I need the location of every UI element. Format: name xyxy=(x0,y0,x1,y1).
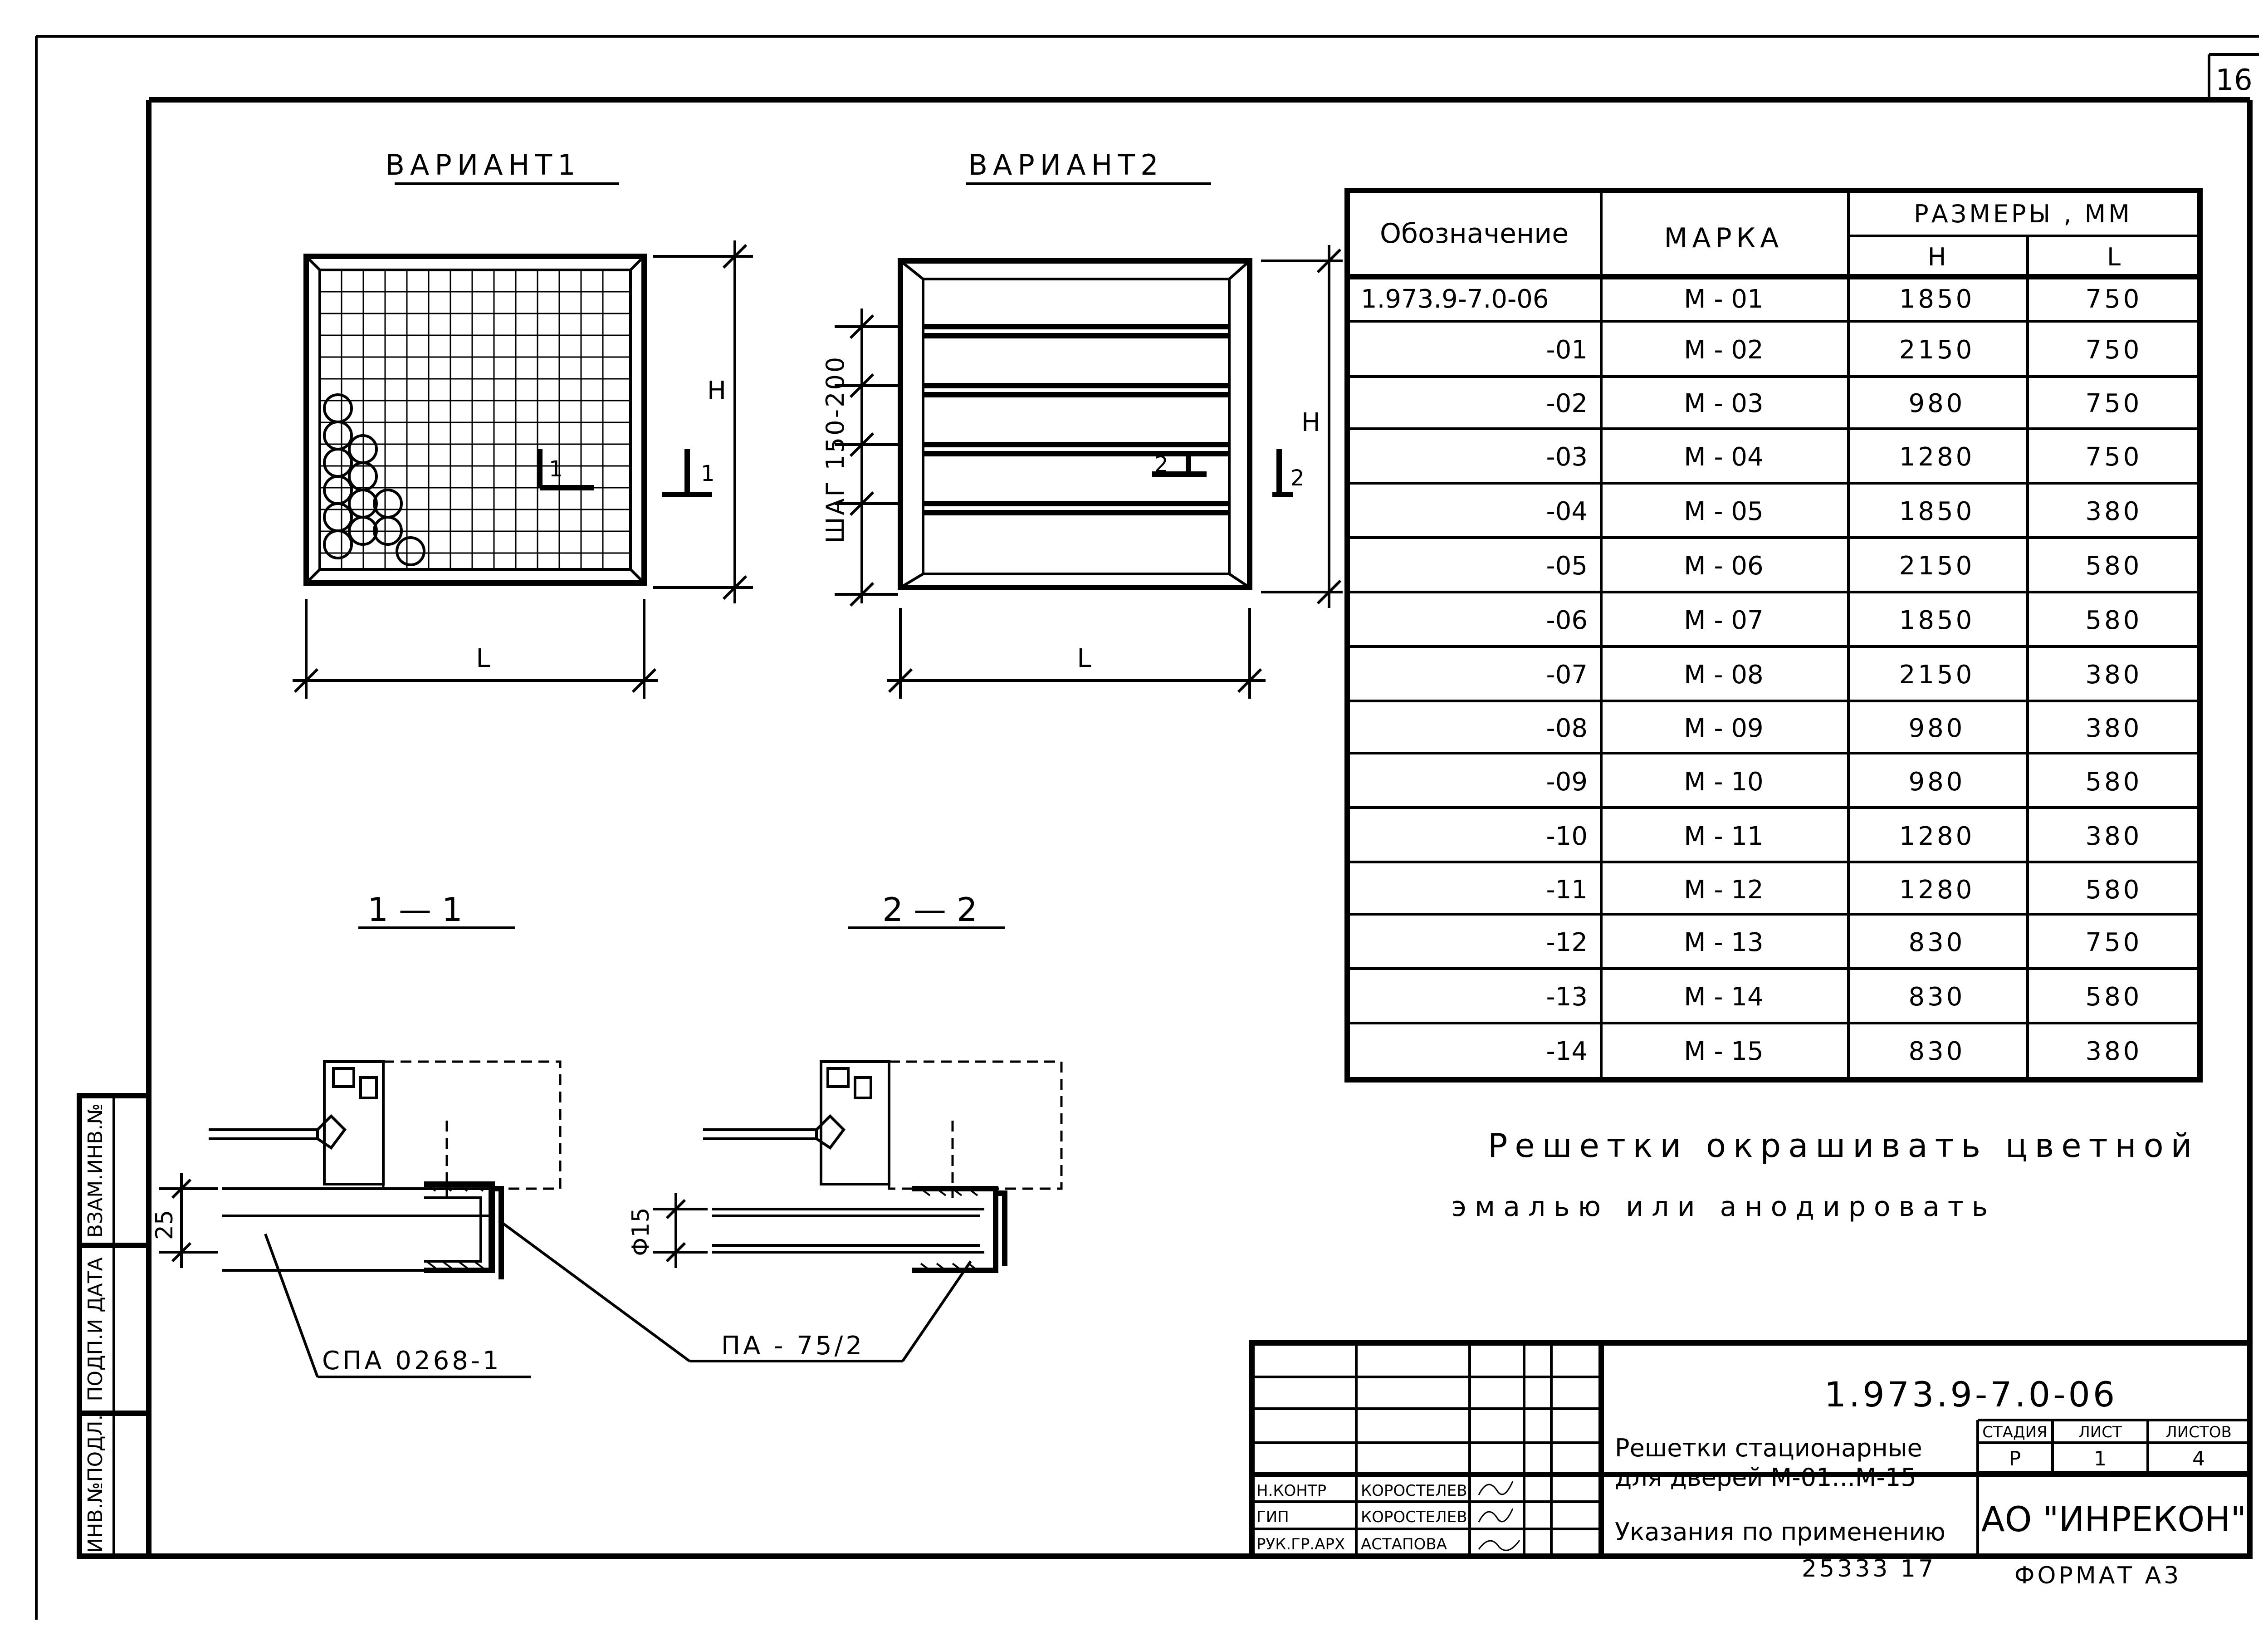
company-name: АО "ИНРЕКОН" xyxy=(1981,1499,2247,1539)
row-l: 750 xyxy=(2085,284,2142,314)
row-mark: М - 05 xyxy=(1684,497,1764,526)
row-designation: -01 xyxy=(1546,335,1588,365)
variant-2-section-marker xyxy=(1272,449,1305,495)
header-h: H xyxy=(1927,243,1946,271)
row-designation: -03 xyxy=(1546,442,1588,472)
sheets-header: ЛИСТОВ xyxy=(2165,1423,2232,1441)
page-number: 16 xyxy=(2215,64,2253,97)
signature-mark xyxy=(1479,1540,1520,1550)
variant-2-view xyxy=(821,148,1343,699)
row-h: 1850 xyxy=(1899,606,1975,635)
side-stamp-vzam-inv: ВЗАМ.ИНВ.№ xyxy=(84,1103,107,1238)
row-mark: М - 01 xyxy=(1684,284,1764,314)
variant-1-pattern-detail xyxy=(324,395,424,565)
person-name: АСТАПОВА xyxy=(1361,1535,1447,1553)
table-row xyxy=(1546,982,2142,1012)
row-l: 380 xyxy=(2085,497,2142,526)
row-h: 1850 xyxy=(1899,497,1975,526)
row-mark: М - 07 xyxy=(1684,606,1764,635)
table-row xyxy=(1546,822,2142,851)
row-designation: -07 xyxy=(1546,660,1588,690)
row-l: 750 xyxy=(2085,335,2142,365)
header-l: L xyxy=(2107,243,2121,271)
variant-1-height-dim xyxy=(653,240,753,603)
row-mark: М - 03 xyxy=(1684,389,1764,418)
row-mark: М - 04 xyxy=(1684,442,1764,472)
side-stamp-podp-data: ПОДП.И ДАТА xyxy=(84,1257,107,1401)
variant-1-cut-label: 1 xyxy=(549,456,563,482)
table-row xyxy=(1546,389,2142,418)
role-label: ГИП xyxy=(1256,1508,1289,1526)
table-row xyxy=(1546,551,2142,581)
note-line-1: Решетки окрашивать цветной xyxy=(1488,1127,2200,1165)
row-h: 830 xyxy=(1908,928,1965,957)
variant-2-title: ВАРИАНТ2 xyxy=(968,148,1164,181)
format-label: ФОРМАТ А3 xyxy=(2014,1562,2182,1589)
variant-2-dim-l: L xyxy=(1077,644,1091,673)
signature-mark xyxy=(1479,1509,1513,1522)
signature-row xyxy=(1256,1535,1520,1553)
row-mark: М - 11 xyxy=(1684,822,1764,851)
row-h: 1280 xyxy=(1899,442,1975,472)
table-row xyxy=(1546,660,2142,690)
svg-text:2: 2 xyxy=(1154,452,1168,477)
variant-2-slats xyxy=(923,327,1229,513)
note-line-2: эмалью или анодировать xyxy=(1452,1191,1996,1223)
row-l: 750 xyxy=(2085,389,2142,418)
role-label: РУК.ГР.АРХ xyxy=(1256,1535,1345,1553)
row-mark: М - 06 xyxy=(1684,551,1764,581)
row-l: 580 xyxy=(2085,551,2142,581)
row-l: 750 xyxy=(2085,928,2142,957)
row-h: 980 xyxy=(1908,389,1965,418)
row-l: 580 xyxy=(2085,875,2142,905)
row-designation: -04 xyxy=(1546,497,1588,526)
row-l: 380 xyxy=(2085,660,2142,690)
person-name: КОРОСТЕЛЕВ xyxy=(1361,1482,1467,1500)
row-designation: -12 xyxy=(1546,928,1588,957)
header-mark: МАРКА xyxy=(1664,222,1784,254)
side-stamp xyxy=(79,1096,149,1556)
variant-1-section-marker xyxy=(662,449,715,495)
row-h: 2150 xyxy=(1899,551,1975,581)
row-h: 980 xyxy=(1908,767,1965,797)
table-row xyxy=(1546,606,2142,635)
role-label: Н.КОНТР xyxy=(1256,1482,1327,1500)
row-h: 2150 xyxy=(1899,335,1975,365)
variant-1-cut-marker xyxy=(540,449,594,488)
row-designation: -05 xyxy=(1546,551,1588,581)
row-h: 2150 xyxy=(1899,660,1975,690)
variant-2-dim-h: H xyxy=(1301,408,1321,437)
callout-spa: СПА 0268-1 xyxy=(322,1346,502,1376)
drawing-code: 1.973.9-7.0-06 xyxy=(1824,1374,2118,1415)
signature-mark xyxy=(1479,1481,1513,1495)
row-designation: -08 xyxy=(1546,714,1588,743)
row-mark: М - 10 xyxy=(1684,767,1764,797)
table-row xyxy=(1546,928,2142,957)
title-block xyxy=(1252,1343,2250,1556)
variant-2-width-dim xyxy=(887,608,1266,699)
sheet-value: 1 xyxy=(2094,1447,2107,1470)
row-l: 380 xyxy=(2085,822,2142,851)
row-mark: М - 09 xyxy=(1684,714,1764,743)
person-name: КОРОСТЕЛЕВ xyxy=(1361,1508,1467,1526)
callout-pa: ПА - 75/2 xyxy=(721,1331,865,1361)
variant-1-mesh xyxy=(320,270,631,569)
row-h: 830 xyxy=(1908,1037,1965,1066)
table-row xyxy=(1546,875,2142,905)
row-mark: М - 08 xyxy=(1684,660,1764,690)
row-l: 750 xyxy=(2085,442,2142,472)
variant-2-pitch-label: ШАГ 150-200 xyxy=(821,355,850,544)
header-designation: Обозначение xyxy=(1379,218,1569,250)
stage-header: СТАДИЯ xyxy=(1982,1423,2048,1441)
table-row xyxy=(1361,284,2142,314)
row-l: 580 xyxy=(2085,767,2142,797)
variant-1-view xyxy=(293,148,753,699)
row-h: 1280 xyxy=(1899,822,1975,851)
section-1-title: 1 — 1 xyxy=(367,891,463,929)
title-line-1: Решетки стационарные xyxy=(1615,1434,1922,1462)
row-designation: -13 xyxy=(1546,982,1588,1012)
archive-number: 25333 17 xyxy=(1801,1555,1936,1582)
dim-phi15-label: Φ15 xyxy=(627,1207,655,1256)
row-designation: -06 xyxy=(1546,606,1588,635)
variant-1-width-dim xyxy=(293,599,658,699)
table-row xyxy=(1546,497,2142,526)
section-1-dim-25 xyxy=(151,1173,218,1268)
row-designation: -11 xyxy=(1546,875,1588,905)
row-designation: -14 xyxy=(1546,1037,1588,1066)
table-row xyxy=(1546,767,2142,797)
section-2-dim-phi15 xyxy=(627,1193,708,1268)
row-designation: -09 xyxy=(1546,767,1588,797)
row-mark: М - 12 xyxy=(1684,875,1764,905)
svg-text:2: 2 xyxy=(1290,465,1305,491)
sheets-value: 4 xyxy=(2192,1447,2205,1470)
row-h: 830 xyxy=(1908,982,1965,1012)
variant-1-dim-h: H xyxy=(707,376,727,406)
header-sizes: РАЗМЕРЫ , ММ xyxy=(1914,200,2132,228)
table-row xyxy=(1546,1037,2142,1066)
row-h: 980 xyxy=(1908,714,1965,743)
row-designation: -02 xyxy=(1546,389,1588,418)
table-row xyxy=(1546,335,2142,365)
variant-1-title: ВАРИАНТ1 xyxy=(385,148,581,181)
row-l: 580 xyxy=(2085,982,2142,1012)
row-designation: -10 xyxy=(1546,822,1588,851)
row-designation: 1.973.9-7.0-06 xyxy=(1361,284,1549,314)
row-h: 1850 xyxy=(1899,284,1975,314)
table-row xyxy=(1546,714,2142,743)
table-row xyxy=(1546,442,2142,472)
sheet-header: ЛИСТ xyxy=(2078,1423,2122,1441)
svg-text:1: 1 xyxy=(701,461,715,486)
variant-2-pitch-dim xyxy=(821,309,898,606)
finish-note xyxy=(1452,1127,2199,1223)
spec-table xyxy=(1347,191,2200,1080)
title-line-2: для дверей М-01...М-15 xyxy=(1615,1463,1916,1492)
signature-row xyxy=(1256,1481,1513,1500)
row-mark: М - 02 xyxy=(1684,335,1764,365)
row-l: 380 xyxy=(2085,1037,2142,1066)
callouts xyxy=(265,1220,971,1377)
signature-row xyxy=(1256,1508,1513,1526)
section-2-title: 2 — 2 xyxy=(882,891,978,929)
stage-value: Р xyxy=(2009,1447,2021,1470)
row-mark: М - 14 xyxy=(1684,982,1764,1012)
row-h: 1280 xyxy=(1899,875,1975,905)
variant-2-height-dim xyxy=(1261,245,1343,608)
section-2-2 xyxy=(627,891,1061,1270)
variant-1-dim-l: L xyxy=(476,644,490,673)
row-mark: М - 15 xyxy=(1684,1037,1764,1066)
dim-25-label: 25 xyxy=(151,1210,178,1240)
row-l: 380 xyxy=(2085,714,2142,743)
row-mark: М - 13 xyxy=(1684,928,1764,957)
row-l: 580 xyxy=(2085,606,2142,635)
title-line-3: Указания по применению xyxy=(1615,1518,1945,1546)
side-stamp-inv-podl: ИНВ.№ПОДЛ. xyxy=(84,1414,107,1553)
